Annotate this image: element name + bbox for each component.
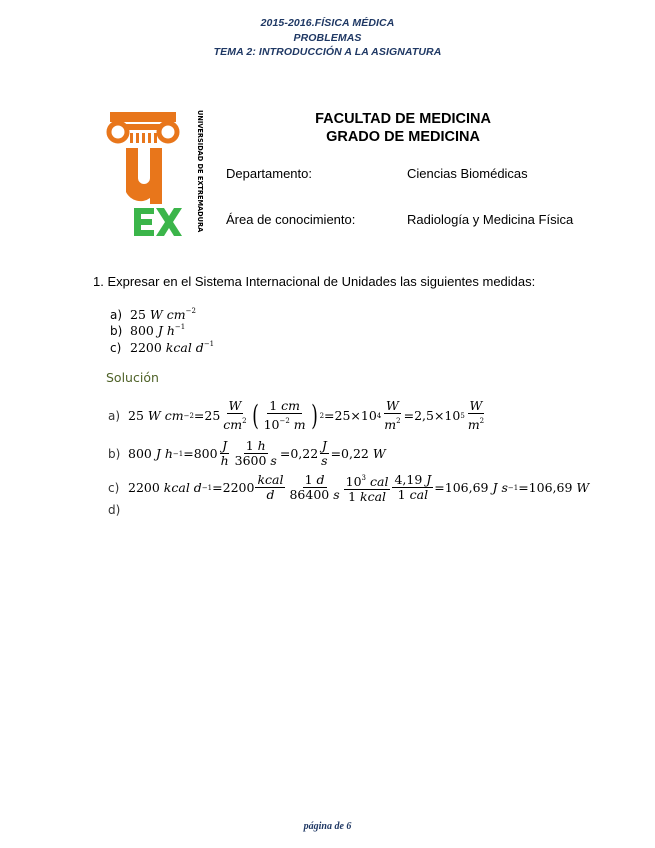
- solution-b: b) 800 J h −1 =800 $\frac{J}{h}$ $\frac{1 h}{3600 s}$ =0,22 $\frac{J}{s}$ =0,22 W: [108, 438, 386, 468]
- svg-text:UNIVERSIDAD DE EXTREMADURA: UNIVERSIDAD DE EXTREMADURA: [196, 110, 204, 233]
- solution-d-label: d): [108, 503, 121, 517]
- university-logo: [106, 108, 202, 236]
- faculty-title: FACULTAD DE MEDICINA: [315, 111, 491, 127]
- header-problems: PROBLEMAS: [293, 32, 362, 44]
- department-label: Departamento:: [226, 166, 312, 181]
- item-c: c) 2200 kcal $d^{-1}$: [110, 340, 215, 355]
- solution-a: a) 25 W cm −2 =25 $\frac{W}{cm^2}$ ( $\frac{1 cm}{10^{-2} m}$ ) 2 =25×10 4 $\frac{W}{m^2}$ =2,5×10 5 $\frac{W}{m^2}$: [108, 398, 485, 432]
- item-a: a) 25 W $cm^{-2}$: [110, 307, 196, 322]
- solution-c: c) 2200 kcal d −1 =2200 $\frac{\text{kcal}}{d}$ $\frac{1 d}{86400 s}$ $\frac{10^3 cal}{\text{1 kcal}}$ $\frac{4,19 J}{\text{1 cal}}$ =106,69 J s −1 =106,69 W: [108, 472, 590, 504]
- page-footer: página de 6: [303, 821, 352, 832]
- area-label: Área de conocimiento:: [226, 212, 356, 227]
- header-topic: TEMA 2: INTRODUCCIÓN A LA ASIGNATURA: [213, 46, 442, 58]
- item-b: b) 800 J $h^{-1}$: [110, 323, 186, 338]
- question-text: 1. Expresar en el Sistema Internacional de Unidades las siguientes medidas:: [93, 274, 536, 289]
- header-course: 2015-2016.FÍSICA MÉDICA: [260, 17, 395, 29]
- department-value: Ciencias Biomédicas: [407, 166, 528, 181]
- area-value: Radiología y Medicina Física: [407, 212, 574, 227]
- solution-heading: Solución: [106, 370, 159, 385]
- degree-title: GRADO DE MEDICINA: [326, 129, 480, 145]
